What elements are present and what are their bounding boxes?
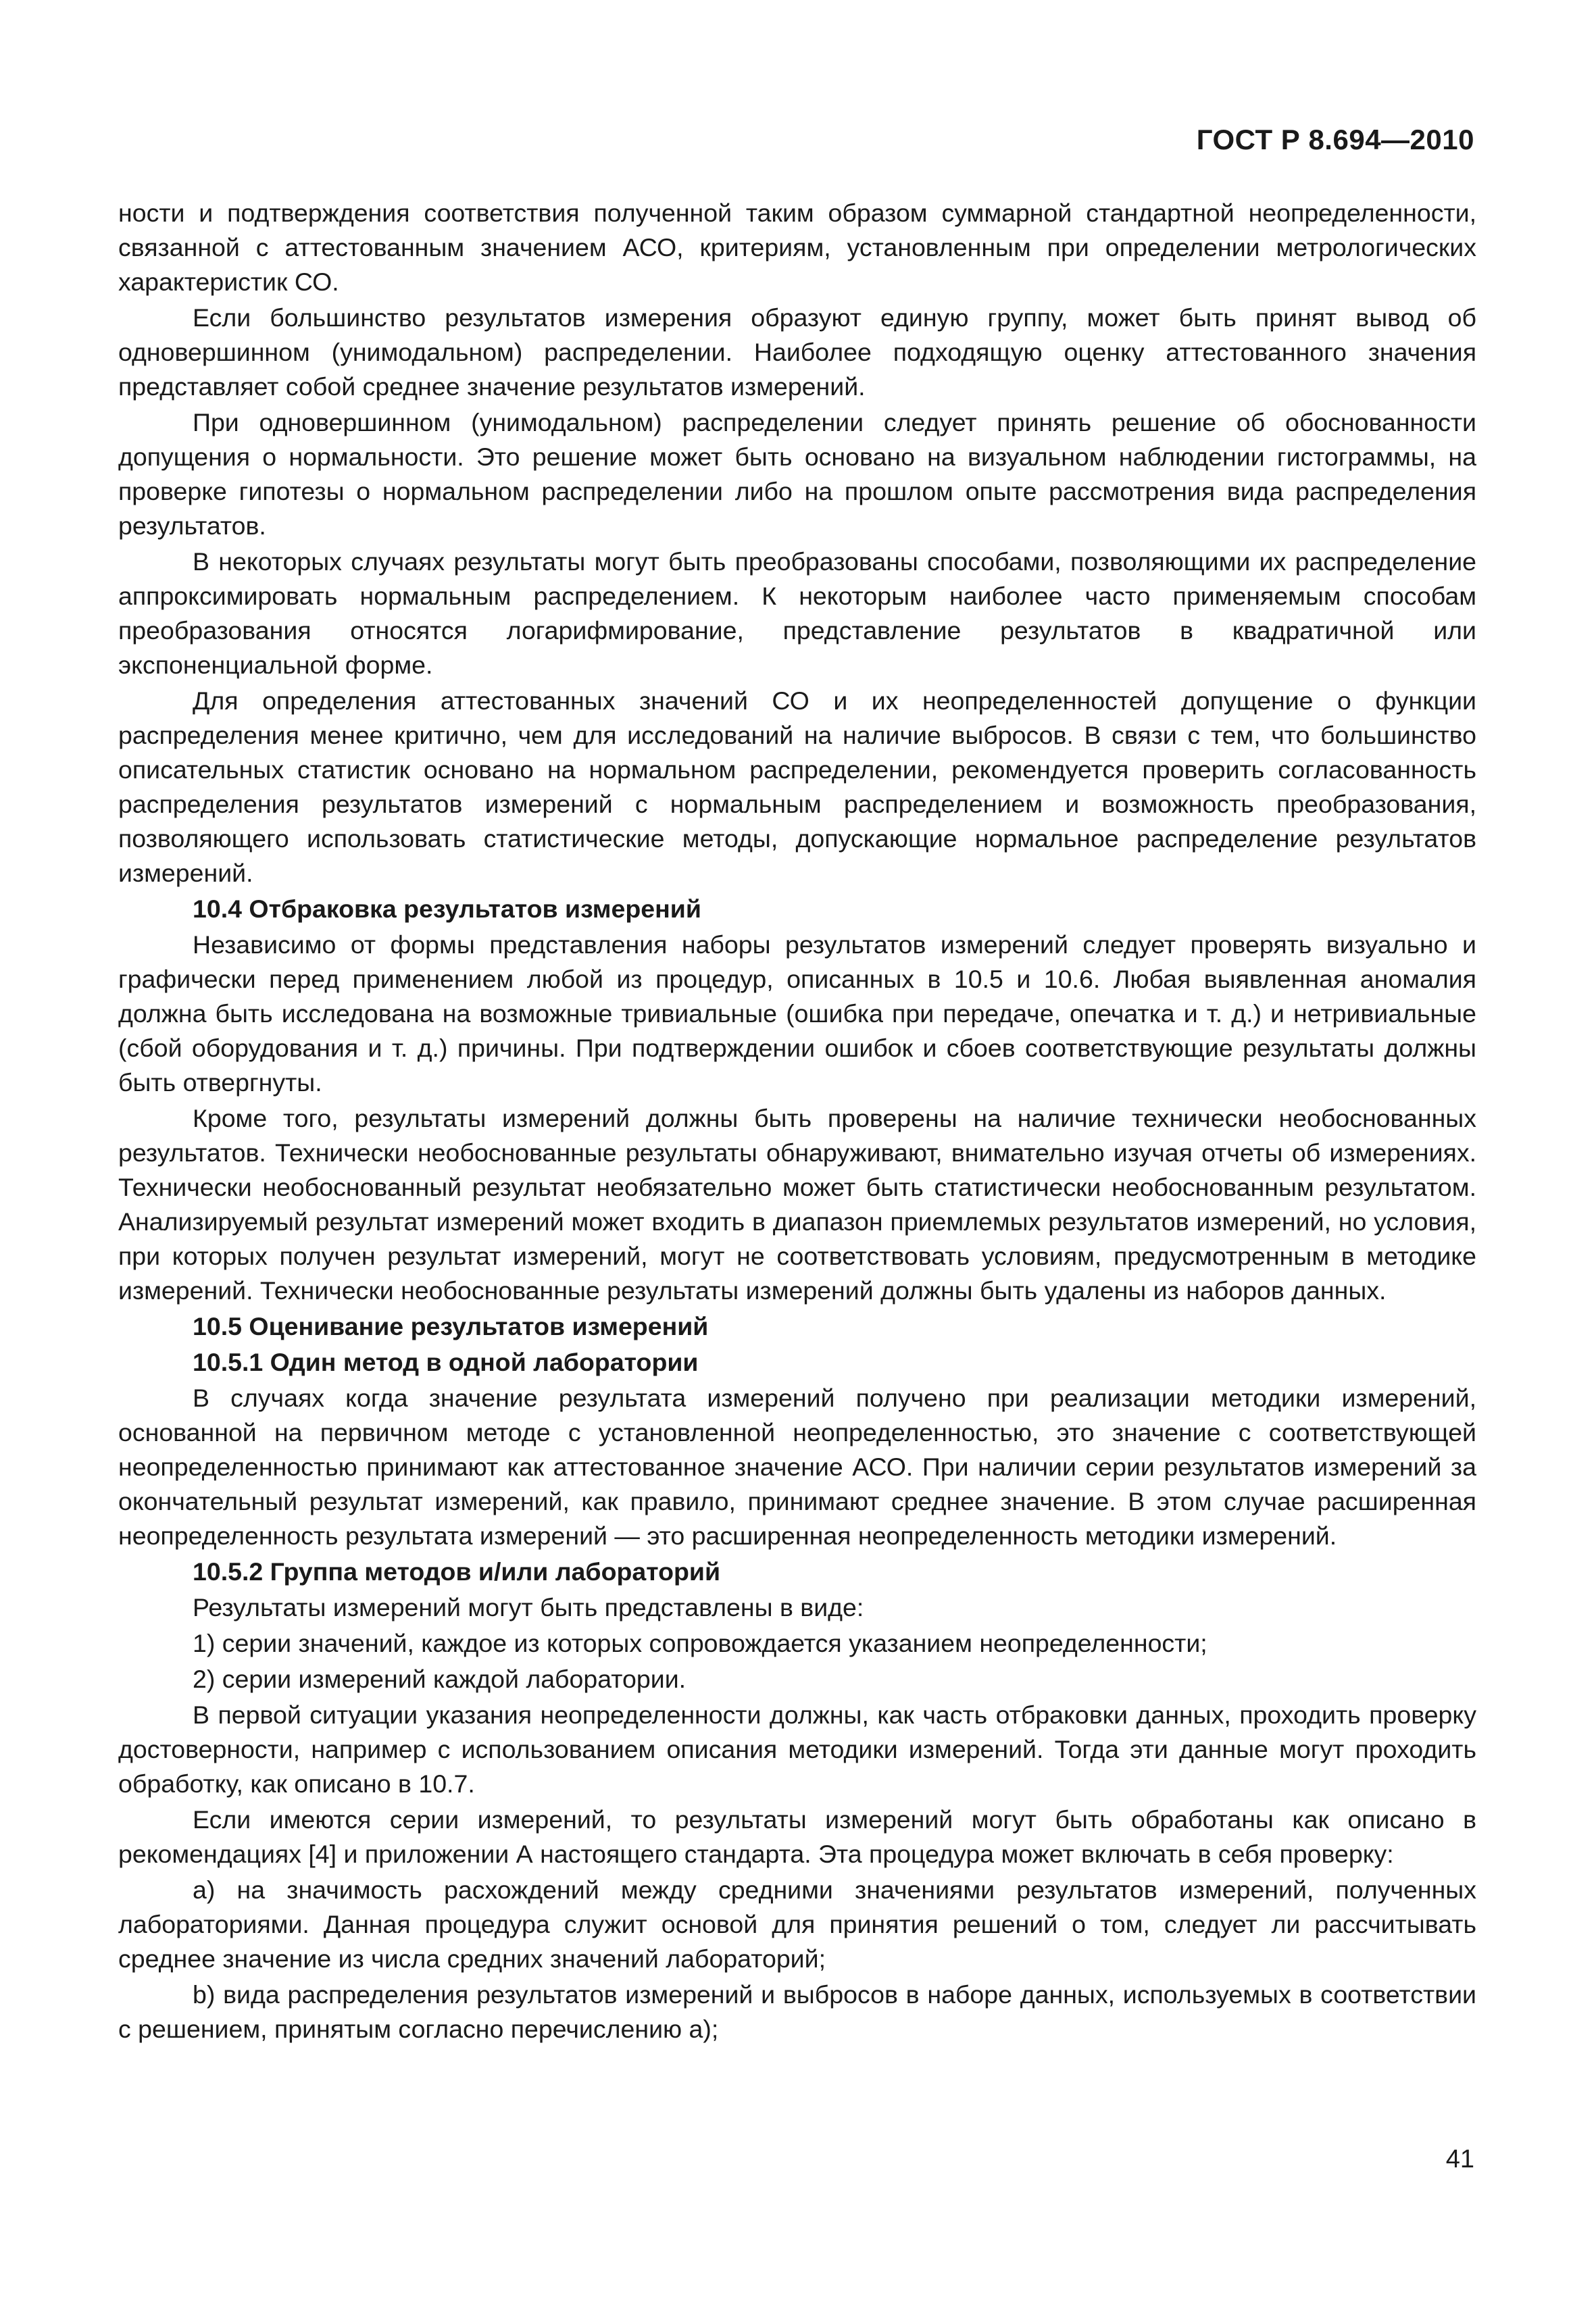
document-body (118, 196, 1476, 2048)
section-heading: 10.5.1 Один метод в одной лаборатории (193, 1348, 699, 1376)
body-paragraph: В первой ситуации указания неопределенности должны, как часть отбраковки данных, проходить проверку достоверности, например с использованием описания методики измерений. Тогда эти данные могут проходить обработку, как описано в 10.7. (118, 1701, 1476, 1798)
section-heading: 10.4 Отбраковка результатов измерений (193, 895, 701, 923)
body-paragraph: 1) серии значений, каждое из которых сопровождается указанием неопределенности; (193, 1629, 1207, 1657)
page-number: 41 (1445, 2145, 1474, 2173)
body-paragraph: При одновершинном (унимодальном) распределении следует принять решение об обоснованности допущения о нормальности. Это решение может быть основано на визуальном наблюдении гистограммы, на проверке гипотезы о нормальном распределении либо на прошлом опыте рассмотрения вида распределения результатов. (118, 408, 1476, 540)
body-paragraph: Если большинство результатов измерения образуют единую группу, может быть принят вывод об одновершинном (унимодальном) распределении. Наиболее подходящую оценку аттестованного значения представляет собой среднее значение результатов измерений. (118, 303, 1476, 401)
section-heading: 10.5.2 Группа методов и/или лабораторий (193, 1557, 721, 1586)
body-paragraph: В некоторых случаях результаты могут быть преобразованы способами, позволяющими их распределение аппроксимировать нормальным распределением. К некоторым наиболее часто применяемым способам преобразования относятся логарифмирование, представление результатов в квадратичной или экспоненциальной форме. (118, 547, 1476, 679)
body-paragraph: Независимо от формы представления наборы результатов измерений следует проверять визуально и графически перед применением любой из процедур, описанных в 10.5 и 10.6. Любая выявленная аномалия должна быть исследована на возможные тривиальные (ошибка при передаче, опечатка и т. д.) и нетривиальные (сбой оборудования и т. д.) причины. При подтверждении ошибок и сбоев соответствующие результаты должны быть отвергнуты. (118, 930, 1476, 1097)
body-paragraph: Для определения аттестованных значений СО и их неопределенностей допущение о функции распределения менее критично, чем для исследований на наличие выбросов. В связи с тем, что большинство описательных статистик основано на нормальном распределении, рекомендуется проверить согласованность распределения результатов измерений с нормальным распределением и возможность преобразования, позволяющего использовать статистические методы, допускающие нормальное распределение результатов измерений. (118, 686, 1476, 887)
body-paragraph: Кроме того, результаты измерений должны быть проверены на наличие технически необоснованных результатов. Технически необоснованные результаты обнаруживают, внимательно изучая отчеты об измерениях. Технически необоснованный результат необязательно может быть статистически необоснованным результатом. Анализируемый результат измерений может входить в диапазон приемлемых результатов измерений, но условия, при которых получен результат измерений, могут не соответствовать условиям, предусмотренным в методике измерений. Технически необоснованные результаты измерений должны быть удалены из наборов данных. (118, 1104, 1476, 1305)
section-heading: 10.5 Оценивание результатов измерений (193, 1312, 709, 1340)
body-paragraph: Результаты измерений могут быть представлены в виде: (193, 1593, 864, 1621)
body-paragraph: а) на значимость расхождений между средними значениями результатов измерений, полученных лабораториями. Данная процедура служит основой для принятия решений о том, следует ли рассчитывать среднее значение из числа средних значений лабораторий; (118, 1876, 1476, 1973)
body-paragraph: Если имеются серии измерений, то результаты измерений могут быть обработаны как описано в рекомендациях [4] и приложении А настоящего стандарта. Эта процедура может включать в себя проверку: (118, 1805, 1476, 1868)
body-paragraph: В случаях когда значение результата измерений получено при реализации методики измерений, основанной на первичном методе с установленной неопределенностью, это значение с соответствующей неопределенностью принимают как аттестованное значение АСО. При наличии серии результатов измерений за окончательный результат измерений, как правило, принимают среднее значение. В этом случае расширенная неопределенность результата измерений — это расширенная неопределенность методики измерений. (118, 1384, 1476, 1550)
body-paragraph: ности и подтверждения соответствия полученной таким образом суммарной стандартной неопределенности, связанной с аттестованным значением АСО, критериям, установленным при определении метрологических характеристик СО. (118, 199, 1476, 296)
body-paragraph: b) вида распределения результатов измерений и выбросов в наборе данных, используемых в соответствии с решением, принятым согласно перечислению а); (118, 1980, 1476, 2043)
body-paragraph: 2) серии измерений каждой лаборатории. (193, 1665, 687, 1693)
document-header: ГОСТ Р 8.694—2010 (1196, 124, 1474, 155)
